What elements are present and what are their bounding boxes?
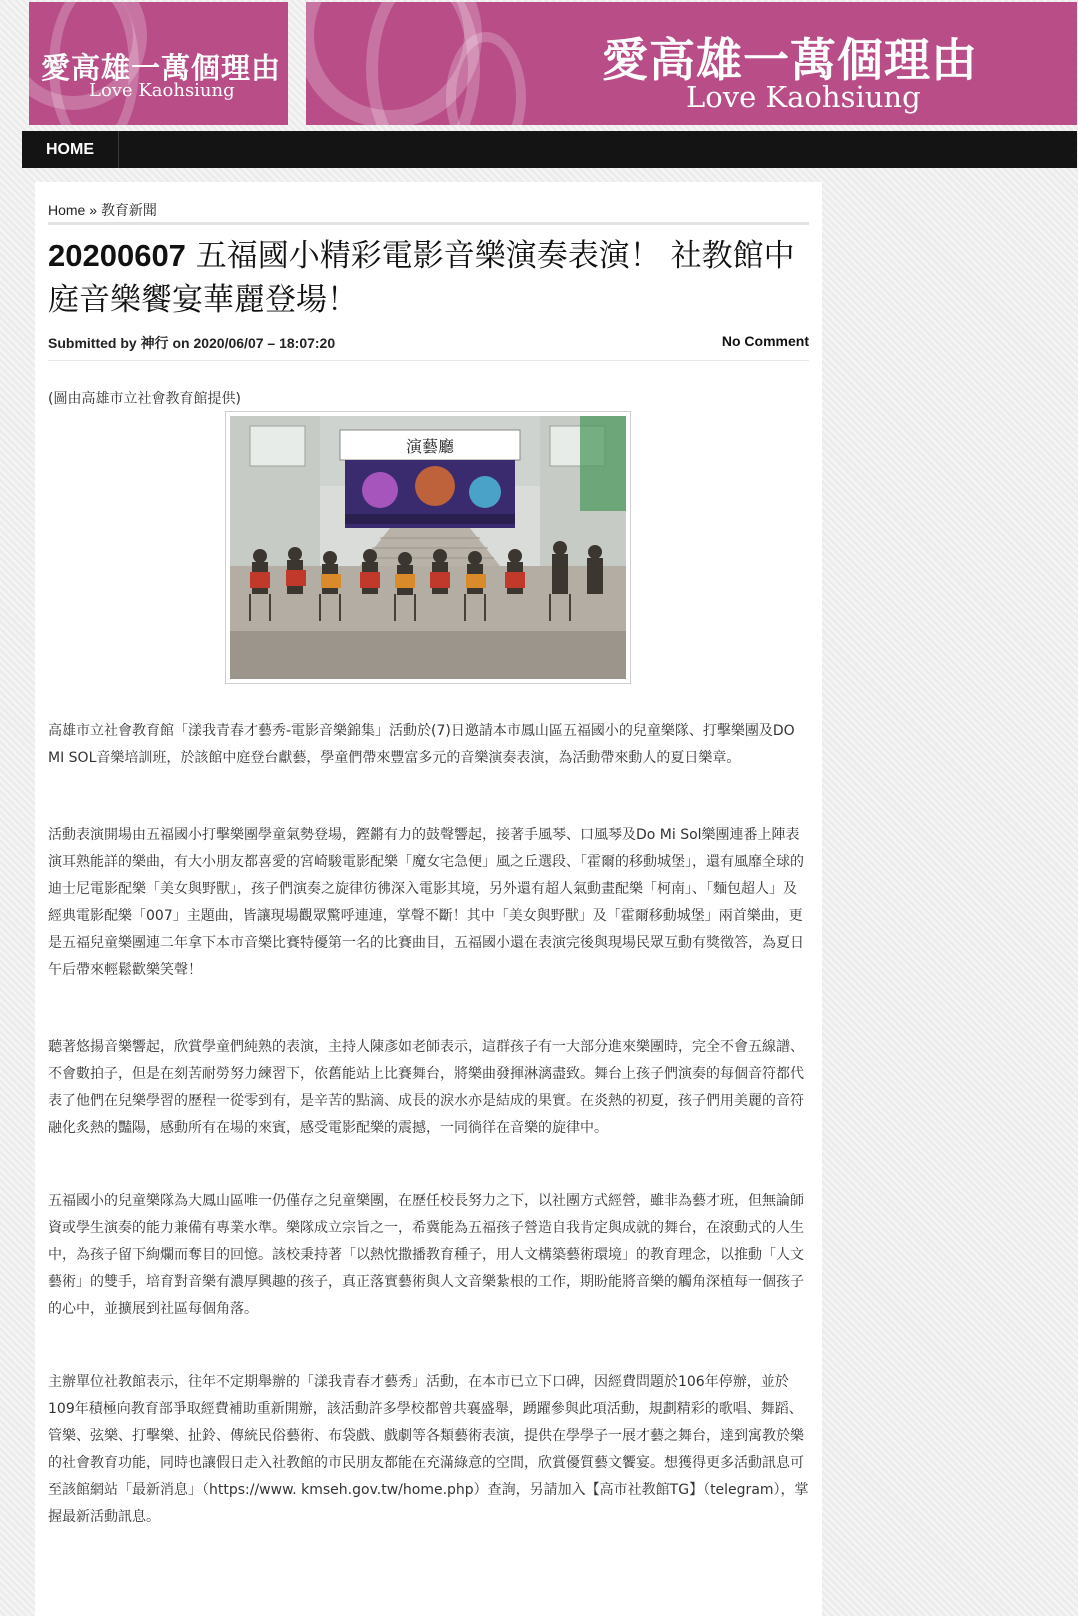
article-paragraph: 主辦單位社教館表示，往年不定期舉辦的「漾我青春才藝秀」活動，在本市已立下口碑，因經費問題於106年停辦，並於109年積極向教育部爭取經費補助重新開辦，該活動許多學校都曾共襄盛舉，踴躍參與此項活動，規劃精彩的歌唱、舞蹈、管樂、弦樂、打擊樂、扯鈴、傳統民俗藝術、布袋戲、戲劇等各類藝術表演，提供在學學子一展才藝之舞台，達到寓教於樂的社會教育功能，同時也讓假日走入社教館的市民朋友都能在充滿綠意的空間，欣賞優質藝文饗宴。想獲得更多活動訊息可至該館網站「最新消息」（https://www. kmseh.gov.tw/home.php）查詢，另請加入【高市社教館TG】（telegram），掌握最新活動訊息。 bbox=[48, 1374, 809, 1525]
banner-title-chinese: 愛高雄一萬個理由 bbox=[602, 33, 978, 87]
header-banner-small[interactable] bbox=[29, 2, 288, 125]
on-label: on bbox=[172, 335, 190, 351]
stage-sign-text: 演藝廳 bbox=[405, 437, 455, 456]
banner-title-chinese: 愛高雄一萬個理由 bbox=[41, 51, 282, 85]
submitted-label: Submitted by bbox=[48, 335, 137, 351]
breadcrumb-category-link[interactable]: 教育新聞 bbox=[100, 202, 157, 218]
post-datetime: 2020/06/07 – 18:07:20 bbox=[193, 335, 336, 351]
article-paragraph: 五福國小的兒童樂隊為大鳳山區唯一仍僅存之兒童樂團，在歷任校長努力之下，以社團方式經營，雖非為藝才班，但無論師資或學生演奏的能力兼備有專業水準。樂隊成立宗旨之一，希冀能為五福孩子營造自我肯定與成就的舞台，在滾動式的人生中，為孩子留下絢爛而奪目的回憶。該校秉持著「以熱忱撒播教育種子，用人文構築藝術環境」的教育理念，以推動「人文藝術」的雙手，培育對音樂有濃厚興趣的孩子，真正落實藝術與人文音樂紮根的工作，期盼能將音樂的觸角深植每一個孩子的心中，並擴展到社區每個角落。 bbox=[48, 1193, 804, 1317]
post-meta bbox=[48, 333, 809, 353]
breadcrumb-separator: » bbox=[89, 202, 98, 218]
divider bbox=[48, 360, 809, 361]
article-content bbox=[35, 182, 822, 1616]
banner-title-english: Love Kaohsiung bbox=[89, 80, 235, 101]
author-link[interactable]: 神行 bbox=[140, 335, 169, 351]
breadcrumb-home-link[interactable]: Home bbox=[48, 202, 86, 218]
article-paragraph: 活動表演開場由五福國小打擊樂團學童氣勢登場，鏗鏘有力的鼓聲響起，接著手風琴、口風琴及Do Mi Sol樂團連番上陣表演耳熟能詳的樂曲，有大小朋友都喜愛的宮崎駿電影配樂「魔女宅急便」風之丘選段、「霍爾的移動城堡」，還有風靡全球的迪士尼電影配樂「美女與野獸」，孩子們演奏之旋律彷彿深入電影其境，另外還有超人氣動畫配樂「柯南」、「麵包超人」及經典電影配樂「007」主題曲，皆讓現場觀眾驚呼連連，掌聲不斷！其中「美女與野獸」及「霍爾移動城堡」兩首樂曲，更是五福兒童樂團連二年拿下本市音樂比賽特優第一名的比賽曲目，五福國小還在表演完後與現場民眾互動有獎徵答，為夏日午后帶來輕鬆歡樂笑聲！ bbox=[48, 827, 804, 978]
nav-home-link[interactable]: HOME bbox=[22, 131, 119, 168]
header-banner-large[interactable] bbox=[306, 2, 1077, 125]
image-caption: (圖由高雄市立社會教育館提供) bbox=[48, 391, 241, 407]
post-title[interactable] bbox=[48, 234, 809, 322]
comments-link[interactable]: No Comment bbox=[721, 333, 809, 349]
post-title-text: 五福國小精彩電影音樂演奏表演！ 社教館中庭音樂饗宴華麗登場！ bbox=[48, 238, 795, 318]
article-photo[interactable] bbox=[225, 411, 631, 684]
post-title-date: 20200607 bbox=[48, 238, 186, 273]
article-paragraph: 聽著悠揚音樂響起，欣賞學童們純熟的表演，主持人陳彥如老師表示，這群孩子有一大部分進來樂團時，完全不會五線譜、不會數拍子，但是在刻苦耐勞努力練習下，依舊能站上比賽舞台，將樂曲發揮淋漓盡致。舞台上孩子們演奏的每個音符都代表了他們在兒樂學習的歷程一從零到有，是辛苦的點滴、成長的淚水亦是結成的果實。在炎熱的初夏，孩子們用美麗的音符融化炙熱的豔陽，感動所有在場的來賓，感受電影配樂的震撼，一同徜徉在音樂的旋律中。 bbox=[48, 1039, 804, 1136]
breadcrumb bbox=[48, 200, 157, 220]
divider bbox=[48, 222, 809, 225]
photo-canvas bbox=[230, 416, 626, 679]
photo-illustration bbox=[230, 416, 626, 679]
main-navigation bbox=[22, 131, 1077, 168]
banner-title-english: Love Kaohsiung bbox=[686, 80, 921, 114]
article-paragraph: 高雄市立社會教育館「漾我青春才藝秀-電影音樂錦集」活動於(7)日邀請本市鳳山區五福國小的兒童樂隊、打擊樂團及DO MI SOL音樂培訓班，於該館中庭登台獻藝，學童們帶來豐富多元的音樂演奏表演，為活動帶來動人的夏日樂章。 bbox=[48, 723, 795, 766]
